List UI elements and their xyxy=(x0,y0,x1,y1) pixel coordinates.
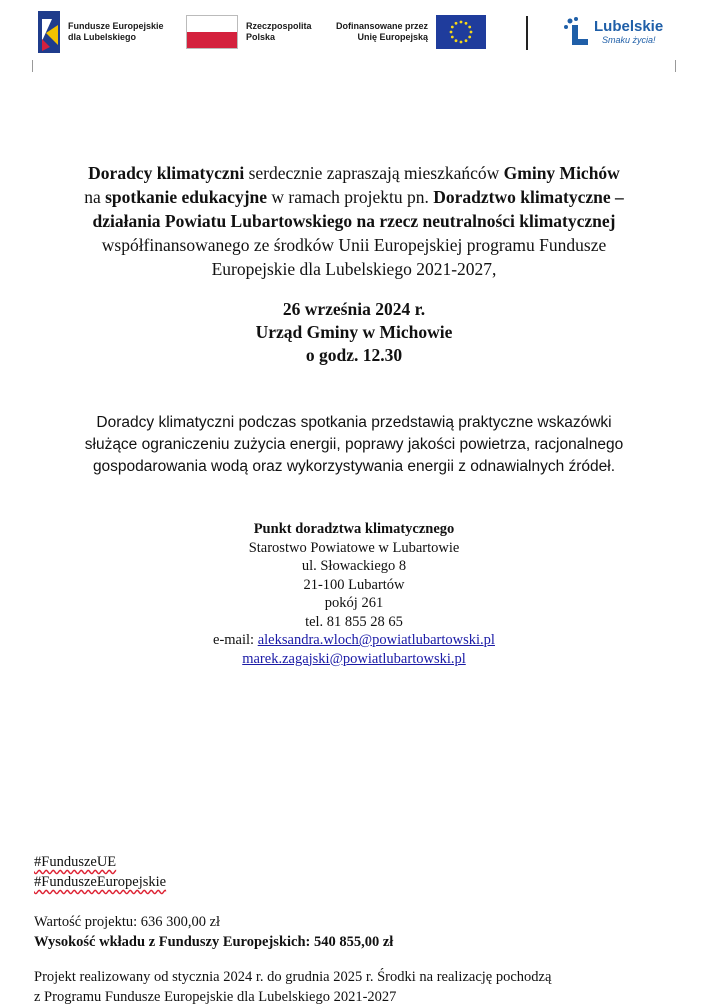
intro-cofinanced-line2: Europejskie dla Lubelskiego 2021-2027, xyxy=(211,259,497,279)
intro-project-name-part2: działania Powiatu Lubartowskiego na rzecz neutralności klimatycznej xyxy=(92,211,616,231)
contact-room: pokój 261 xyxy=(324,595,384,611)
description-line2: służące ograniczeniu zużycia energii, poprawy jakości powietrza, racjonalnego xyxy=(84,436,624,453)
lubelskie-logo-name: Lubelskie xyxy=(594,17,664,35)
eu-flag-icon xyxy=(436,15,486,49)
rzeczpospolita-polska-logo xyxy=(186,8,312,56)
fundusze-europejskie-icon xyxy=(38,11,60,53)
contact-title: Punkt doradztwa klimatycznego xyxy=(253,521,455,537)
contact-city: 21-100 Lubartów xyxy=(303,576,405,593)
intro-cofinanced-line1: współfinansowanego ze środków Unii Europejskiej programu Fundusze xyxy=(101,235,607,255)
contact-org: Starostwo Powiatowe w Lubartowie xyxy=(248,539,460,556)
invitation-intro xyxy=(30,161,678,281)
funding-info xyxy=(34,912,674,952)
intro-meeting-type: spotkanie edukacyjne xyxy=(105,187,268,207)
polish-flag-icon xyxy=(186,15,238,49)
eu-logo-line2: Unię Europejską xyxy=(357,32,429,42)
period-line2: z Programu Fundusze Europejskie dla Lubelskiego 2021-2027 xyxy=(34,989,397,1005)
project-period xyxy=(34,967,674,1007)
lubelskie-logo xyxy=(562,8,663,56)
event-date: 26 września 2024 r. xyxy=(282,299,426,319)
crop-mark-right xyxy=(675,60,688,72)
event-description xyxy=(30,412,678,478)
event-place: Urząd Gminy w Michowie xyxy=(255,322,453,342)
intro-project-name-part1: Doradztwo klimatyczne – xyxy=(433,187,624,207)
rp-logo-line2: Polska xyxy=(246,32,276,42)
crop-mark-left xyxy=(20,60,33,72)
contact-block xyxy=(30,520,678,668)
eu-logo-line1: Dofinansowane przez xyxy=(336,21,429,31)
hashtag-fundusze-ue: #FunduszeUE xyxy=(34,854,117,870)
eu-cofunded-logo xyxy=(336,8,486,56)
intro-invite-text: serdecznie zapraszają mieszkańców xyxy=(244,163,504,183)
logo-bar xyxy=(30,8,680,58)
project-value: Wartość projektu: 636 300,00 zł xyxy=(34,914,221,930)
intro-on-text: na xyxy=(84,187,106,207)
contact-street: ul. Słowackiego 8 xyxy=(301,558,407,574)
contact-email-label: e-mail: xyxy=(213,632,258,648)
fe-logo-line1: Fundusze Europejskie xyxy=(68,21,164,31)
fe-logo-line2: dla Lubelskiego xyxy=(68,32,137,42)
period-line1: Projekt realizowany od stycznia 2024 r. do grudnia 2025 r. Środki na realizację pochodzą xyxy=(34,969,552,985)
email-link-aleksandra[interactable]: aleksandra.wloch@powiatlubartowski.pl xyxy=(257,632,495,648)
lubelskie-mark-icon xyxy=(562,15,592,49)
intro-project-text: w ramach projektu pn. xyxy=(267,187,434,207)
email-link-marek[interactable]: marek.zagajski@powiatlubartowski.pl xyxy=(242,650,466,667)
description-line3: gospodarowania wodą oraz wykorzystywania energii z odnawialnych źródeł. xyxy=(92,458,616,475)
event-details xyxy=(30,298,678,367)
fundusze-europejskie-logo xyxy=(38,8,164,56)
event-time: o godz. 12.30 xyxy=(305,345,403,365)
rp-logo-line1: Rzeczpospolita xyxy=(246,21,312,31)
lubelskie-logo-slogan: Smaku życia! xyxy=(602,34,656,45)
hashtag-fundusze-europejskie: #FunduszeEuropejskie xyxy=(34,874,167,890)
intro-municipality: Gminy Michów xyxy=(503,163,620,183)
description-line1: Doradcy klimatyczni podczas spotkania przedstawią praktyczne wskazówki xyxy=(96,414,612,431)
eu-contribution: Wysokość wkładu z Funduszy Europejskich: 540 855,00 zł xyxy=(34,934,394,950)
hashtags xyxy=(34,852,674,892)
intro-advisors: Doradcy klimatyczni xyxy=(88,163,245,183)
contact-phone: tel. 81 855 28 65 xyxy=(305,613,403,630)
logo-separator xyxy=(526,16,528,50)
